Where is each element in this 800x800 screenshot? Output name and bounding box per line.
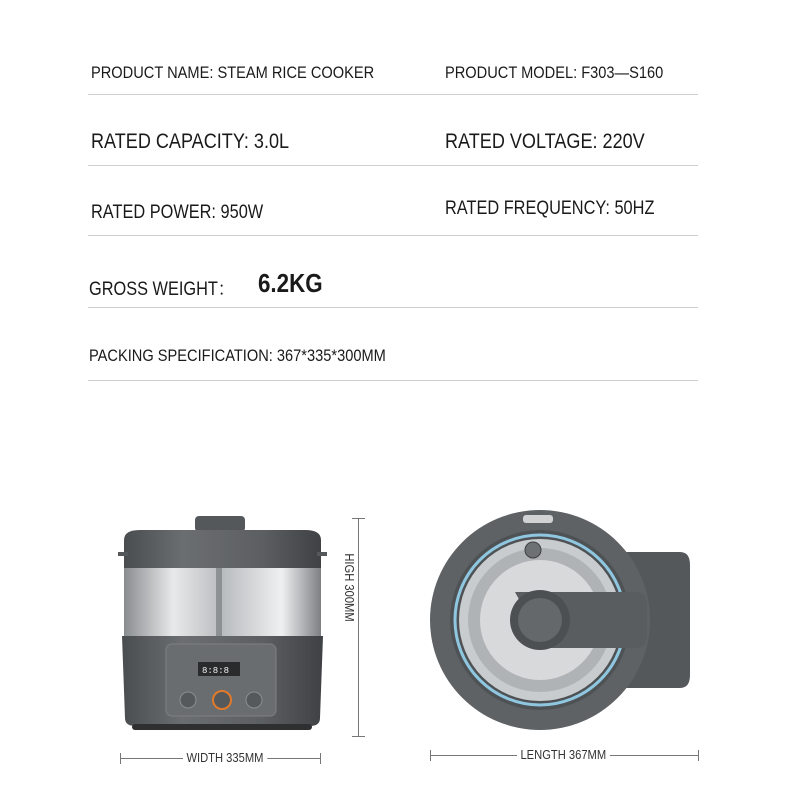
svg-text:8:8:8: 8:8:8	[202, 666, 230, 676]
length-dimension-right-tick	[698, 750, 699, 761]
width-dimension-label: WIDTH 335MM	[183, 750, 267, 765]
height-dimension-bottom-tick	[352, 736, 365, 737]
spec-row-1	[88, 55, 698, 95]
cooker-front-illustration	[110, 510, 335, 735]
gross-weight-label: GROSS WEIGHT：	[89, 279, 235, 300]
spec-row-4	[88, 262, 698, 308]
spec-row-2	[88, 120, 698, 166]
spec-row-5	[88, 336, 698, 381]
rated-voltage: RATED VOLTAGE: 220V	[445, 130, 645, 153]
cooker-top-illustration	[425, 510, 700, 740]
rated-capacity: RATED CAPACITY: 3.0L	[91, 130, 290, 153]
product-model: PRODUCT MODEL: F303—S160	[445, 63, 664, 82]
spec-row-3	[88, 190, 698, 236]
length-dimension-label: LENGTH 367MM	[517, 747, 610, 762]
width-dimension-left-tick	[120, 753, 121, 764]
height-dimension-line	[358, 518, 359, 736]
rated-power: RATED POWER: 950W	[91, 202, 264, 223]
height-dimension-top-tick	[352, 518, 365, 519]
rated-frequency: RATED FREQUENCY: 50HZ	[445, 198, 655, 219]
gross-weight-value: 6.2KG	[258, 268, 323, 298]
length-dimension-left-tick	[430, 750, 431, 761]
height-dimension-label: HIGH 300MM	[342, 553, 358, 622]
product-name: PRODUCT NAME: STEAM RICE COOKER	[91, 63, 375, 82]
width-dimension-right-tick	[320, 753, 321, 764]
packing-specification: PACKING SPECIFICATION: 367*335*300MM	[89, 346, 386, 365]
